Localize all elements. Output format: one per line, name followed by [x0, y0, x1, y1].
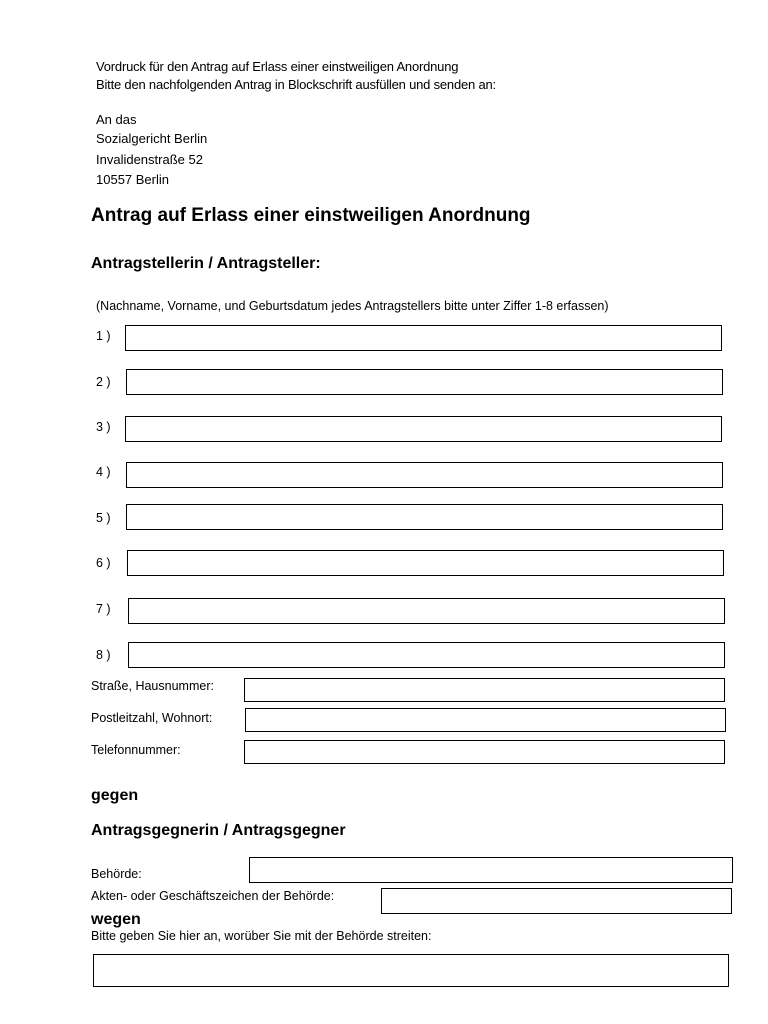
phone-field[interactable]	[244, 740, 725, 764]
row-label-1: 1 )	[96, 329, 111, 343]
street-input[interactable]	[245, 679, 724, 701]
phone-label: Telefonnummer:	[91, 743, 181, 757]
row-label-4: 4 )	[96, 465, 111, 479]
phone-input[interactable]	[245, 741, 724, 763]
applicant-input-3[interactable]	[126, 417, 721, 441]
applicant-input-7[interactable]	[129, 599, 724, 623]
applicant-heading: Antragstellerin / Antragsteller:	[91, 255, 321, 272]
respondent-heading: Antragsgegnerin / Antragsgegner	[91, 822, 346, 839]
reference-field[interactable]	[381, 888, 732, 914]
applicant-input-1[interactable]	[126, 326, 721, 350]
street-label: Straße, Hausnummer:	[91, 679, 214, 693]
applicant-input-5[interactable]	[127, 505, 722, 529]
applicant-field-3[interactable]	[125, 416, 722, 442]
dispute-field[interactable]	[93, 954, 729, 987]
applicant-field-6[interactable]	[127, 550, 724, 576]
applicant-field-4[interactable]	[126, 462, 723, 488]
form-header-line2: Bitte den nachfolgenden Antrag in Blockschrift ausfüllen und senden an:	[96, 77, 496, 92]
applicant-field-8[interactable]	[128, 642, 725, 668]
address-line-2: Sozialgericht Berlin	[96, 131, 208, 146]
row-label-3: 3 )	[96, 420, 111, 434]
because-heading: wegen	[91, 911, 141, 928]
zip-city-label: Postleitzahl, Wohnort:	[91, 711, 213, 725]
applicant-field-1[interactable]	[125, 325, 722, 351]
applicant-field-7[interactable]	[128, 598, 725, 624]
row-label-8: 8 )	[96, 648, 111, 662]
row-label-5: 5 )	[96, 511, 111, 525]
applicant-input-4[interactable]	[127, 463, 722, 487]
reference-input[interactable]	[382, 889, 731, 913]
address-line-4: 10557 Berlin	[96, 172, 169, 187]
dispute-instruction: Bitte geben Sie hier an, worüber Sie mit der Behörde streiten:	[91, 929, 432, 943]
reference-label: Akten- oder Geschäftszeichen der Behörde:	[91, 889, 335, 903]
address-line-1: An das	[96, 112, 137, 127]
form-header-line1: Vordruck für den Antrag auf Erlass einer einstweiligen Anordnung	[96, 59, 459, 74]
zip-city-input[interactable]	[246, 709, 725, 731]
row-label-7: 7 )	[96, 602, 111, 616]
authority-label: Behörde:	[91, 867, 142, 881]
dispute-input[interactable]	[94, 955, 728, 986]
applicant-input-2[interactable]	[127, 370, 722, 394]
applicant-input-6[interactable]	[128, 551, 723, 575]
zip-city-field[interactable]	[245, 708, 726, 732]
address-line-3: Invalidenstraße 52	[96, 152, 203, 167]
row-label-2: 2 )	[96, 375, 111, 389]
street-field[interactable]	[244, 678, 725, 702]
against-heading: gegen	[91, 787, 139, 804]
applicant-input-8[interactable]	[129, 643, 724, 667]
applicant-field-2[interactable]	[126, 369, 723, 395]
authority-field[interactable]	[249, 857, 733, 883]
page-title: Antrag auf Erlass einer einstweiligen Anordnung	[91, 205, 531, 226]
authority-input[interactable]	[250, 858, 732, 882]
row-label-6: 6 )	[96, 556, 111, 570]
applicant-field-5[interactable]	[126, 504, 723, 530]
applicant-note: (Nachname, Vorname, und Geburtsdatum jedes Antragstellers bitte unter Ziffer 1-8 erfassen)	[96, 299, 609, 313]
